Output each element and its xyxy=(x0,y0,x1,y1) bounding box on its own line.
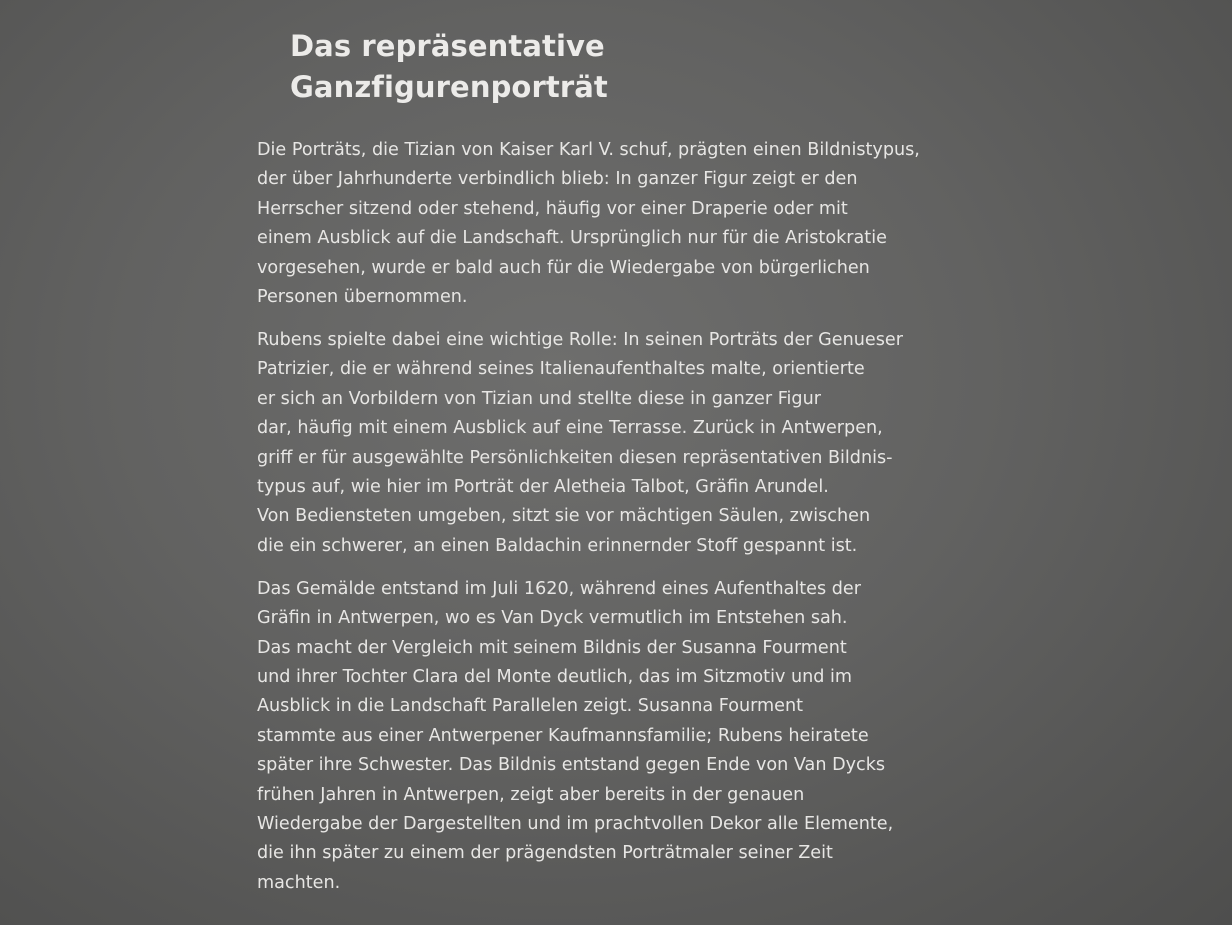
text-line: der über Jahrhunderte verbindlich blieb: In ganzer Figur zeigt er den xyxy=(257,169,858,190)
text-line: Wiedergabe der Dargestellten und im prachtvollen Dekor alle Elemente, xyxy=(257,813,894,834)
text-line: Die Porträts, die Tizian von Kaiser Karl V. schuf, prägten einen Bildnistypus, xyxy=(257,140,920,160)
text-line: machten. xyxy=(257,872,341,893)
text-line: Rubens spielte dabei eine wichtige Rolle: In seinen Porträts der Genueser xyxy=(257,329,903,350)
text-line: Von Bediensteten umgeben, sitzt sie vor mächtigen Säulen, zwischen xyxy=(257,506,871,527)
text-line: Herrscher sitzend oder stehend, häufig vor einer Draperie oder mit xyxy=(257,198,848,219)
paragraph-3 xyxy=(257,575,957,898)
panel-title-line: Das repräsentative xyxy=(290,29,605,63)
text-line: Patrizier, die er während seines Italienaufenthaltes malte, orientierte xyxy=(257,359,865,380)
text-line: später ihre Schwester. Das Bildnis entstand gegen Ende von Van Dycks xyxy=(257,755,886,776)
text-line: stammte aus einer Antwerpener Kaufmannsfamilie; Rubens heiratete xyxy=(257,725,869,746)
text-line: einem Ausblick auf die Landschaft. Ursprünglich nur für die Aristokratie xyxy=(257,228,887,249)
text-line: dar, häufig mit einem Ausblick auf eine Terrasse. Zurück in Antwerpen, xyxy=(257,418,883,439)
text-line: Ausblick in die Landschaft Parallelen zeigt. Susanna Fourment xyxy=(257,696,804,717)
text-line: Personen übernommen. xyxy=(257,287,468,308)
text-line: die ein schwerer, an einen Baldachin erinnernder Stoff gespannt ist. xyxy=(257,535,858,556)
text-line: Das Gemälde entstand im Juli 1620, während eines Aufenthaltes der xyxy=(257,578,861,599)
text-line: typus auf, wie hier im Porträt der Aletheia Talbot, Gräfin Arundel. xyxy=(257,476,829,497)
panel-body xyxy=(257,136,957,912)
panel-title-line: Ganzfigurenporträt xyxy=(290,70,608,104)
text-line: und ihrer Tochter Clara del Monte deutlich, das im Sitzmotiv und im xyxy=(257,666,853,687)
text-line: vorgesehen, wurde er bald auch für die Wiedergabe von bürgerlichen xyxy=(257,257,870,278)
panel-title xyxy=(290,26,850,108)
paragraph-1 xyxy=(257,136,957,312)
text-line: Gräfin in Antwerpen, wo es Van Dyck vermutlich im Entstehen sah. xyxy=(257,608,848,629)
text-line: er sich an Vorbildern von Tizian und stellte diese in ganzer Figur xyxy=(257,388,821,409)
text-line: frühen Jahren in Antwerpen, zeigt aber bereits in der genauen xyxy=(257,784,805,805)
text-line: griff er für ausgewählte Persönlichkeiten diesen repräsentativen Bildnis- xyxy=(257,447,893,468)
paragraph-2 xyxy=(257,326,957,561)
text-line: Das macht der Vergleich mit seinem Bildnis der Susanna Fourment xyxy=(257,637,847,658)
text-line: die ihn später zu einem der prägendsten Porträtmaler seiner Zeit xyxy=(257,843,833,864)
